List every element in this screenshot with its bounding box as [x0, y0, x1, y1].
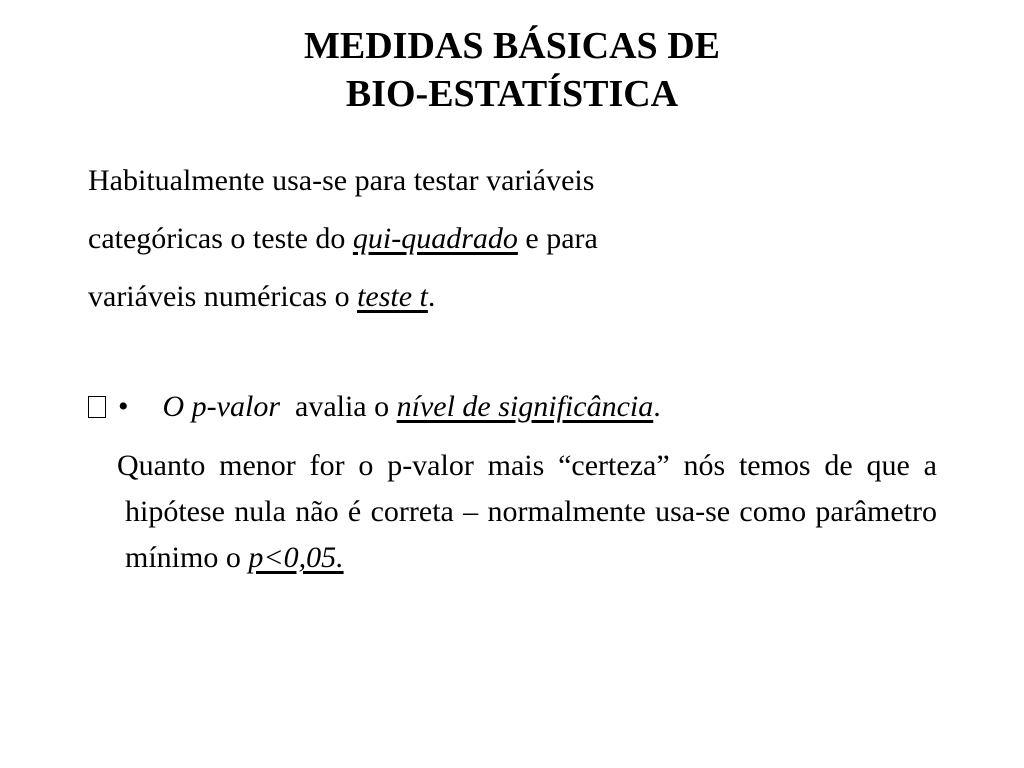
- missing-glyph-box-icon: [88, 396, 106, 418]
- title-line-2: BIO-ESTATÍSTICA: [345, 73, 679, 115]
- explanation-text: Quanto menor for o p-valor mais “certeza” nós temos de que a hipótese nula não é correta – normalmente usa-se como parâmetro mínimo o: [117, 449, 937, 574]
- intro-text: [88, 152, 888, 326]
- bullet-mid-text: avalia o: [280, 390, 397, 423]
- t-test-term: teste t: [357, 280, 428, 313]
- p-value-explanation: [117, 443, 937, 581]
- threshold-term: p<0,05.: [248, 541, 344, 574]
- p-value-bullet: [88, 383, 948, 431]
- intro-line-2-post: e para: [517, 222, 598, 255]
- intro-line-3-post: .: [427, 280, 436, 313]
- intro-line-2-pre: categóricas o teste do: [88, 222, 353, 255]
- slide-title: [0, 22, 1024, 118]
- chi-square-term: qui-quadrado: [352, 222, 518, 255]
- p-value-term: O p-valor: [162, 390, 280, 423]
- bullet-end: .: [653, 390, 661, 423]
- bullet-dot: •: [118, 390, 129, 423]
- significance-level-term: nível de significância: [396, 390, 654, 423]
- title-line-1: MEDIDAS BÁSICAS DE: [304, 25, 720, 67]
- intro-line-1: Habitualmente usa-se para testar variáveis: [88, 164, 595, 197]
- intro-line-3-pre: variáveis numéricas o: [88, 280, 358, 313]
- intro-line-2: [88, 210, 888, 268]
- intro-line-3: [88, 268, 888, 326]
